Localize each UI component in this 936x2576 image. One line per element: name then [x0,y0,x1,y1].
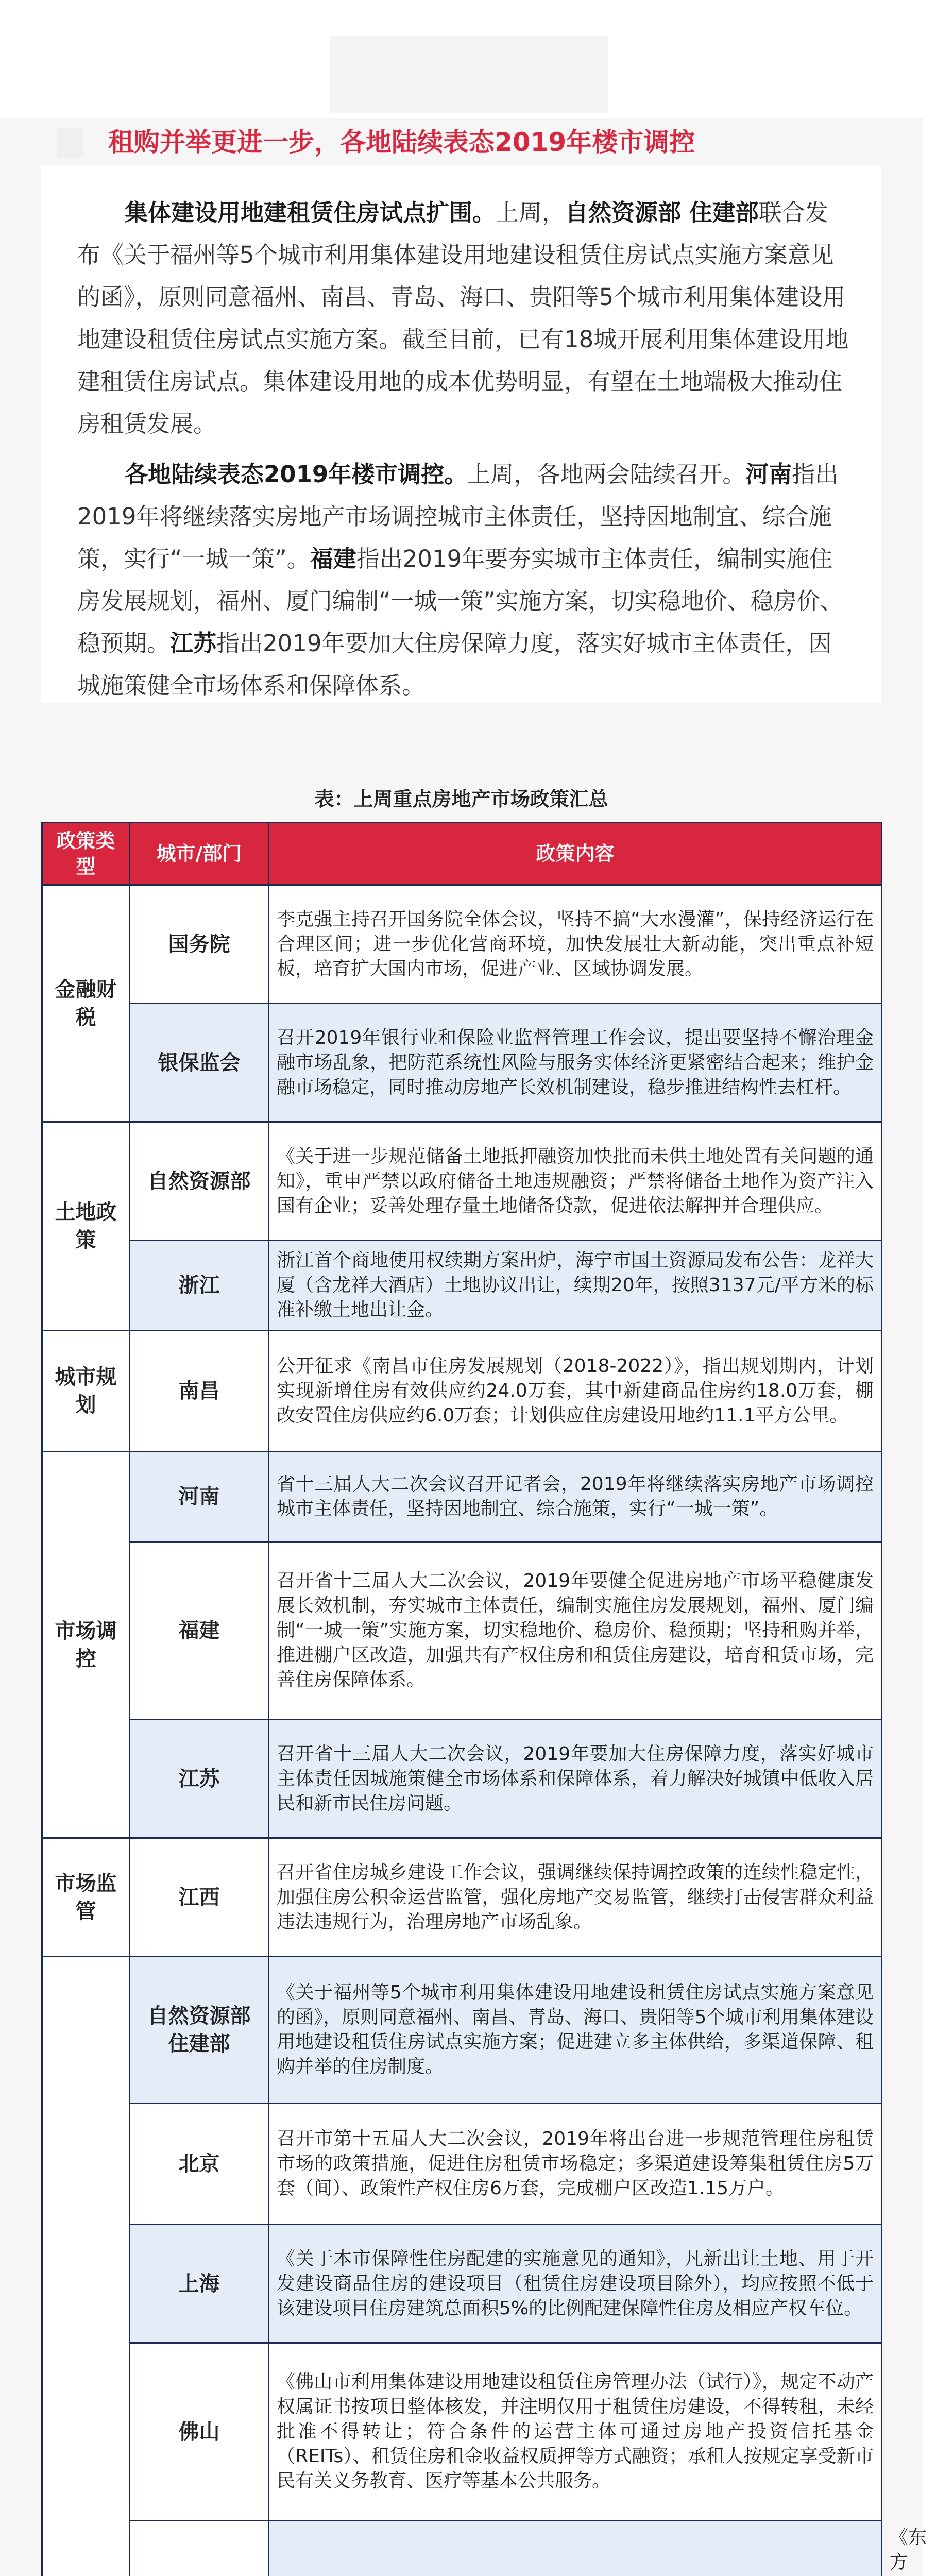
table-row [42,1331,882,1452]
paragraph-1-lead: 集体建设用地建租赁住房试点扩围。 [125,199,496,226]
content-cell: 《关于福州等5个城市利用集体建设用地建设租赁住房试点实施方案意见的函》，原则同意福州、南昌、青岛、海口、贵阳等5个城市利用集体建设用地建设租赁住房试点实施方案；促进建立多主体供给，多渠道保障、租购并举的住房制度。 [269,1957,882,2104]
content-cell: 召开省十三届人大二次会议，2019年要健全促进房地产市场平稳健康发展长效机制，夯实城市主体责任，编制实施住房发展规划，福州、厦门编制“一城一策”实施方案，切实稳地价、稳房价、稳预期；坚持租购并举，推进棚户区改造，加强共有产权住房和租赁住房建设，培育租赁市场，完善住房保障体系。 [269,1542,882,1720]
city-cell: 佛山 [130,2343,269,2521]
city-cell: 河南 [130,1452,269,1542]
city-cell: 国务院 [130,885,269,1004]
table-caption: 表：上周重点房地产市场政策汇总 [314,788,608,810]
content-cell: 《关于进一步规范储备土地抵押融资加快批而未供土地处置有关问题的通知》，重申严禁以政府储备土地违规融资；严禁将储备土地作为资产注入国有企业；妥善处理存量土地储备贷款，促进依法解押并合理供应。 [269,1122,882,1241]
paragraph-1-text: 联合发布《关于福州等5个城市利用集体建设用地建设租赁住房试点实施方案意见的函》，原则同意福州、南昌、青岛、海口、贵阳等5个城市利用集体建设用地建设租赁住房试点实施方案。截至目前，已有18城开展利用集体建设用地建租赁住房试点。集体建设用地的成本优势明显，有望在土地端极大推动住房租赁发展。 [77,199,849,437]
paragraph-2-lead: 各地陆续表态2019年楼市调控。 [125,461,468,488]
table-row [42,1720,882,1838]
city-cell: 浙江 [130,1241,269,1331]
paragraph-1-text: 上周， [496,199,566,226]
paragraph-1-bold: 自然资源部 住建部 [565,199,759,226]
policy-type-cell: 土地政策 [42,1122,130,1331]
policy-type-cell: 市场调控 [42,1452,130,1838]
content-cell: 召开2019年银行业和保险业监督管理工作会议，提出要坚持不懈治理金融市场乱象，把防范系统性风险与服务实体经济更紧密结合起来；维护金融市场稳定，同时推动房地产长效机制建设，稳步推进结构性去杠杆。 [269,1004,882,1122]
paragraph-1 [77,192,850,445]
city-cell [269,2521,882,2576]
table-row [42,1452,882,1542]
header-content: 政策内容 [269,823,882,885]
city-cell: 自然资源部住建部 [130,1957,269,2104]
paragraph-2-text: 指出2019年要加大住房保障力度，落实好城市主体责任，因城施策健全市场体系和保障体系。 [77,630,832,699]
header-area [0,0,923,118]
content-cell: 公开征求《南昌市住房发展规划（2018-2022）》，指出规划期内，计划实现新增住房有效供应约24.0万套，其中新建商品住房约18.0万套，棚改安置住房供应约6.0万套；计划供应住房建设用地约11.1平方公里。 [269,1331,882,1452]
city-cell: 北京 [130,2104,269,2225]
table-row [42,1542,882,1720]
paragraph-2-bold: 江苏 [170,630,217,657]
city-cell: 银保监会 [130,1004,269,1122]
headline-marker-icon [57,128,83,158]
headline: 租购并举更进一步，各地陆续表态2019年楼市调控 [108,127,695,157]
paragraph-2-text: 上周，各地两会陆续召开。 [467,461,746,488]
policy-type-cell: 金融财税 [42,885,130,1122]
content-cell: 《关于本市保障性住房配建的实施意见的通知》，凡新出让土地、用于开发建设商品住房的建设项目（租赁住房建设项目除外），均应按照不低于该建设项目住房建筑总面积5%的比例配建保障性住房及相应产权车位。 [269,2225,882,2343]
table-row: 《东方 [42,2521,882,2576]
content-cell: 李克强主持召开国务院全体会议，坚持不搞“大水漫灌”，保持经济运行在合理区间；进一步优化营商环境，加快发展壮大新动能，突出重点补短板，培育扩大国内市场，促进产业、区域协调发展。 [269,885,882,1004]
headline-block [57,118,881,165]
table-row [42,1241,882,1331]
content-cell: 浙江首个商地使用权续期方案出炉，海宁市国土资源局发布公告：龙祥大厦（含龙祥大酒店）土地协议出让，续期20年，按照3137元/平方米的标准补缴土地出让金。 [269,1241,882,1331]
content-cell: 召开省十三届人大二次会议，2019年要加大住房保障力度，落实好城市主体责任因城施策健全市场体系和保障体系，着力解决好城镇中低收入居民和新市民住房问题。 [269,1720,882,1838]
header-type: 政策类型 [42,823,130,885]
city-cell: 江苏 [130,1720,269,1838]
policy-type-cell: 城市规划 [42,1331,130,1452]
city-cell: 南昌 [130,1331,269,1452]
summary-card [41,165,881,703]
paragraph-2-text: 指出2019年将继续落实房地产市场调控城市主体责任，坚持因地制宜、综合施策，实行“一城一策”。 [77,461,839,572]
paragraph-2-bold: 福建 [310,545,356,572]
table-header-row [42,823,882,885]
table-row [42,1122,882,1241]
city-cell: 自然资源部 [130,1122,269,1241]
table-row [42,885,882,1004]
content-cell: 省十三届人大二次会议召开记者会，2019年将继续落实房地产市场调控城市主体责任，坚持因地制宜、综合施策，实行“一城一策”。 [269,1452,882,1542]
table-row [42,2343,882,2521]
city-cell: 上海 [130,2225,269,2343]
paragraph-2 [77,453,850,707]
table-row [42,2225,882,2343]
content-cell: 召开省住房城乡建设工作会议，强调继续保持调控政策的连续性稳定性，加强住房公积金运营监管，强化房地产交易监管，继续打击侵害群众利益违法违规行为，治理房地产市场乱象。 [269,1838,882,1957]
policy-type-cell [42,1957,130,2576]
logo-placeholder [330,36,608,113]
header-city: 城市/部门 [130,823,269,885]
paragraph-2-bold: 河南 [745,461,792,488]
content-cell: 《佛山市利用集体建设用地建设租赁住房管理办法（试行）》，规定不动产权属证书按项目整体核发，并注明仅用于租赁住房建设，不得转租，未经批准不得转让；符合条件的运营主体可通过房地产投资信托基金（REITs）、租赁住房租金收益权质押等方式融资；承租人按规定享受新市民有关义务教育、医疗等基本公共服务。 [269,2343,882,2521]
city-cell: 福建 [130,1542,269,1720]
policy-type-cell: 市场监管 [42,1838,130,1957]
city-cell: 江西 [130,1838,269,1957]
table-row [42,1957,882,2104]
paragraph-2-text: 指出2019年要夯实城市主体责任，编制实施住房发展规划，福州、厦门编制“一城一策”实施方案，切实稳地价、稳房价、稳预期。 [77,545,843,657]
table-row [42,2104,882,2225]
policy-table [41,822,927,2576]
policy-type-cell [130,2521,269,2576]
table-row [42,1004,882,1122]
content-cell: 召开市第十五届人大二次会议，2019年将出台进一步规范管理住房租赁市场的政策措施，促进住房租赁市场稳定；多渠道建设筹集租赁住房5万套（间）、政策性产权住房6万套，完成棚户区改造1.15万户。 [269,2104,882,2225]
table-row [42,1838,882,1957]
